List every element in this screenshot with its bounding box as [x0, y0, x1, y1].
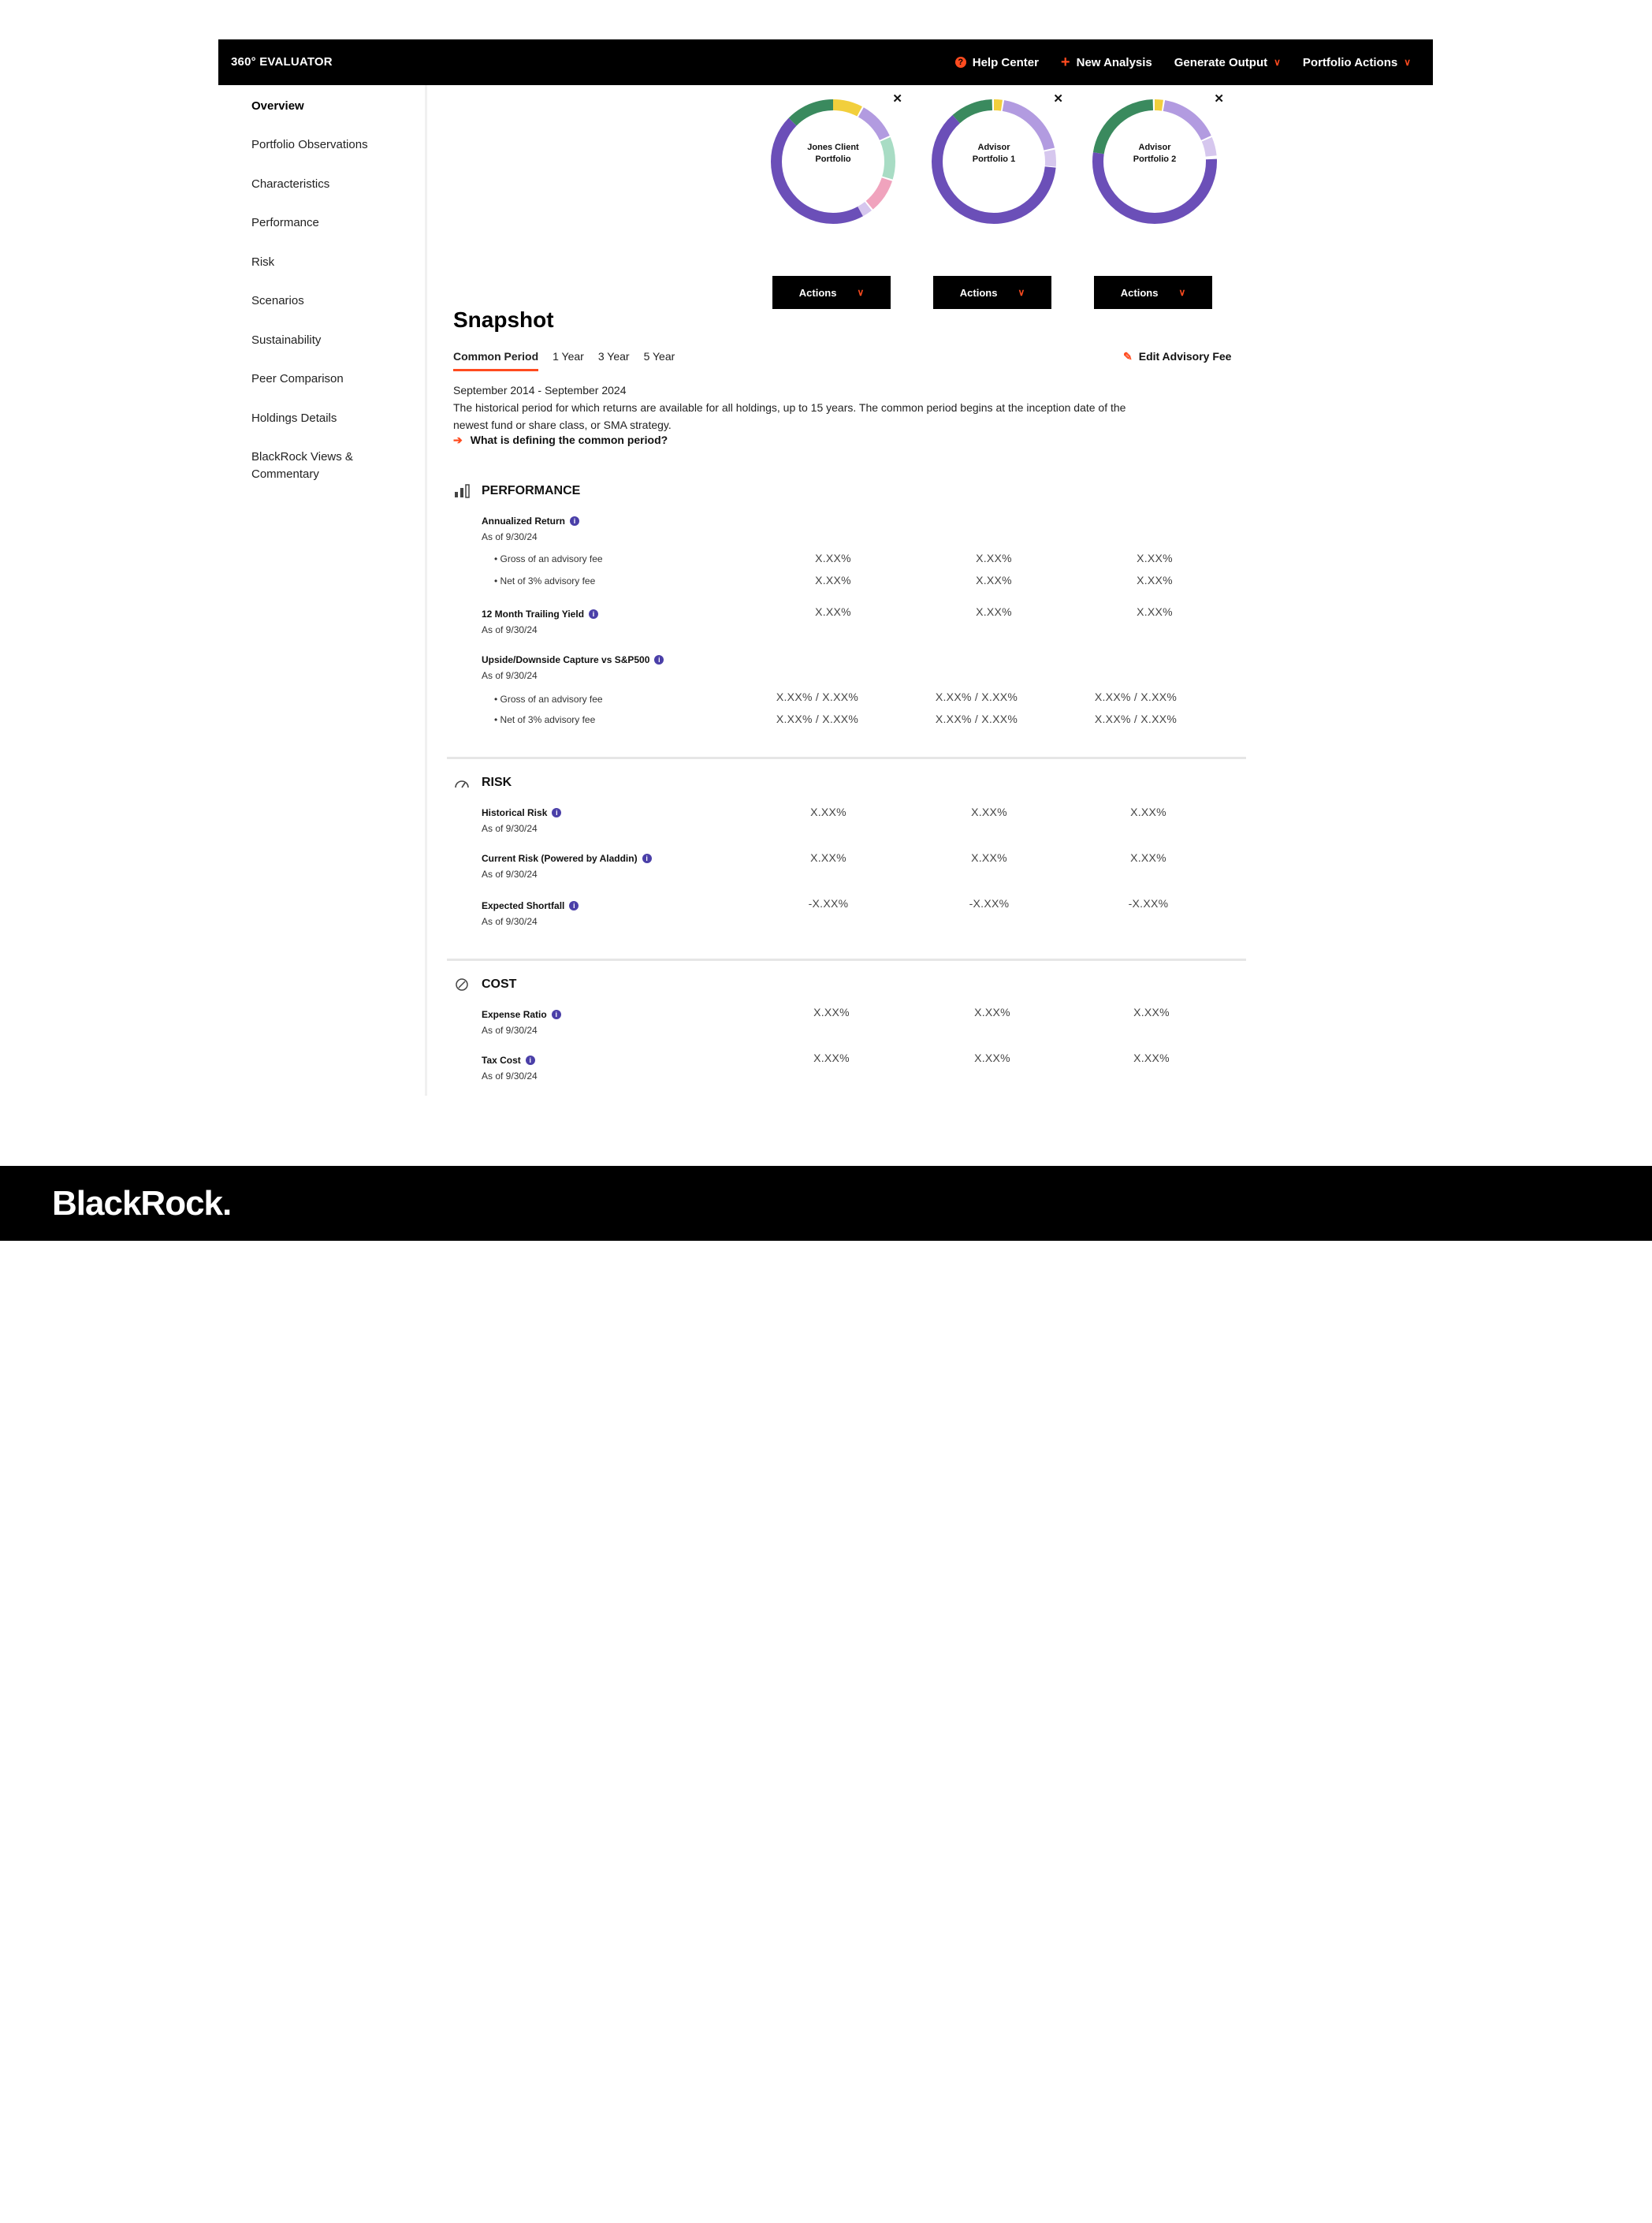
tab-3-year[interactable]: 3 Year	[597, 350, 630, 363]
net-fee-label: • Net of 3% advisory fee	[494, 575, 596, 586]
metric-value: X.XX% / X.XX%	[776, 691, 859, 703]
metric-value: X.XX%	[1130, 806, 1166, 818]
new-analysis-button[interactable]	[1061, 54, 1152, 70]
as-of-date: As of 9/30/24	[482, 823, 538, 834]
period-description-line2: newest fund or share class, or SMA strategy.	[453, 419, 672, 431]
sidebar-item-scenarios[interactable]: Scenarios	[251, 294, 304, 307]
performance-section-header	[453, 484, 580, 498]
sidebar-item-holdings-details[interactable]: Holdings Details	[251, 411, 337, 425]
as-of-date: As of 9/30/24	[482, 670, 538, 681]
as-of-date: As of 9/30/24	[482, 531, 538, 542]
metric-value: X.XX% / X.XX%	[935, 713, 1018, 725]
info-icon[interactable]: i	[589, 609, 598, 619]
info-icon[interactable]: i	[569, 901, 579, 910]
risk-title: RISK	[482, 776, 512, 789]
metric-value: X.XX%	[1133, 1006, 1170, 1018]
sidebar-item-portfolio-observations[interactable]: Portfolio Observations	[251, 138, 368, 151]
metric-value: X.XX%	[1130, 851, 1166, 864]
top-bar	[218, 39, 1433, 85]
current-risk-label	[482, 853, 652, 864]
gross-fee-text: Gross of an advisory fee	[500, 694, 603, 705]
metric-value: X.XX%	[810, 806, 846, 818]
chevron-down-icon: ∨	[1018, 287, 1025, 298]
sidebar-item-commentary[interactable]: Commentary	[251, 467, 319, 481]
arrow-right-icon: ➔	[453, 434, 463, 446]
metric-value: X.XX%	[976, 574, 1012, 586]
as-of-date: As of 9/30/24	[482, 1025, 538, 1036]
page-title: Snapshot	[453, 307, 554, 332]
annualized-return-name: Annualized Return	[482, 516, 566, 527]
metric-value: X.XX%	[815, 605, 851, 618]
capture-ratio-name: Upside/Downside Capture vs S&P500	[482, 654, 650, 665]
metric-value: X.XX%	[1137, 552, 1173, 564]
metric-value: X.XX%	[810, 851, 846, 864]
current-risk-name: Current Risk (Powered by Aladdin)	[482, 853, 638, 864]
app-window	[218, 39, 1433, 1096]
sidebar-item-performance[interactable]: Performance	[251, 216, 319, 229]
metric-value: X.XX% / X.XX%	[1094, 691, 1178, 703]
performance-title: PERFORMANCE	[482, 484, 581, 497]
top-nav	[955, 39, 1411, 85]
chevron-down-icon: ∨	[857, 287, 865, 298]
trailing-yield-name: 12 Month Trailing Yield	[482, 609, 585, 620]
metric-value: X.XX%	[1133, 1052, 1170, 1064]
metric-value: X.XX%	[815, 574, 851, 586]
expense-ratio-name: Expense Ratio	[482, 1009, 547, 1020]
historical-risk-label	[482, 807, 561, 818]
edit-advisory-fee-button[interactable]	[1123, 350, 1231, 363]
footer-bar	[0, 1166, 1652, 1241]
expense-ratio-label	[482, 1009, 561, 1020]
pencil-icon: ✎	[1123, 350, 1133, 363]
portfolio-card	[931, 92, 1065, 331]
as-of-date: As of 9/30/24	[482, 869, 538, 880]
portfolio-actions-button[interactable]	[772, 276, 891, 309]
trailing-yield-label	[482, 609, 598, 620]
actions-label: Actions	[959, 286, 998, 299]
risk-section-header	[453, 776, 512, 790]
gross-fee-text: Gross of an advisory fee	[500, 553, 603, 564]
capture-ratio-label	[482, 654, 664, 665]
gauge-icon	[453, 776, 471, 790]
info-icon[interactable]: i	[642, 854, 652, 863]
metric-value: -X.XX%	[808, 897, 849, 910]
portfolio-card	[770, 92, 904, 331]
tab-5-year[interactable]: 5 Year	[643, 350, 675, 363]
tab-common-period[interactable]: Common Period	[453, 350, 538, 371]
help-center-label: Help Center	[972, 55, 1039, 69]
metric-value: X.XX%	[974, 1052, 1010, 1064]
expected-shortfall-name: Expected Shortfall	[482, 900, 565, 911]
as-of-date: As of 9/30/24	[482, 916, 538, 927]
chevron-down-icon: ∨	[1274, 57, 1281, 68]
portfolio-name-line2: Portfolio 1	[972, 155, 1016, 164]
metric-value: X.XX%	[813, 1052, 850, 1064]
expected-shortfall-label	[482, 900, 579, 911]
app-brand: 360° EVALUATOR	[231, 55, 333, 69]
actions-label: Actions	[1120, 286, 1159, 299]
blackrock-logo: BlackRock.	[52, 1184, 232, 1223]
generate-output-menu[interactable]	[1174, 56, 1281, 69]
info-icon[interactable]: i	[552, 808, 561, 817]
actions-label: Actions	[798, 286, 837, 299]
chevron-down-icon: ∨	[1404, 57, 1411, 68]
tax-cost-name: Tax Cost	[482, 1055, 521, 1066]
sidebar-item-peer-comparison[interactable]: Peer Comparison	[251, 372, 344, 385]
common-period-help-label: What is defining the common period?	[470, 434, 668, 446]
metric-value: X.XX%	[974, 1006, 1010, 1018]
chevron-down-icon: ∨	[1178, 287, 1186, 298]
annualized-return-label	[482, 516, 579, 527]
portfolio-actions-label: Portfolio Actions	[1302, 55, 1398, 69]
portfolio-name-line2: Portfolio 2	[1133, 155, 1177, 164]
portfolio-donuts	[218, 92, 1433, 331]
gross-fee-label: • Gross of an advisory fee	[494, 553, 603, 564]
remove-portfolio-icon[interactable]: ✕	[892, 92, 902, 106]
metric-value: X.XX%	[976, 552, 1012, 564]
as-of-date: As of 9/30/24	[482, 624, 538, 635]
historical-risk-name: Historical Risk	[482, 807, 548, 818]
help-center-link[interactable]	[955, 56, 1039, 69]
portfolio-name	[1111, 142, 1198, 166]
metric-value: X.XX%	[1137, 605, 1173, 618]
as-of-date: As of 9/30/24	[482, 1071, 538, 1082]
sidebar-item-sustainability[interactable]: Sustainability	[251, 333, 322, 347]
sidebar-item-characteristics[interactable]: Characteristics	[251, 177, 330, 191]
metric-value: X.XX%	[976, 605, 1012, 618]
generate-output-label: Generate Output	[1174, 55, 1268, 69]
tab-1-year[interactable]: 1 Year	[553, 350, 584, 363]
info-icon[interactable]: i	[552, 1010, 561, 1019]
sidebar-item-blackrock-views[interactable]: BlackRock Views &	[251, 450, 353, 464]
metric-value: X.XX%	[815, 552, 851, 564]
period-description-line1: The historical period for which returns are available for all holdings, up to 15 years. The common period begins at the inception date of the	[453, 401, 1126, 414]
metric-value: -X.XX%	[969, 897, 1010, 910]
help-icon: ?	[955, 57, 966, 68]
info-icon[interactable]: i	[654, 655, 664, 665]
gross-fee-label: • Gross of an advisory fee	[494, 694, 603, 705]
plus-icon: +	[1060, 54, 1070, 71]
period-range: September 2014 - September 2024	[453, 384, 627, 397]
net-fee-text: Net of 3% advisory fee	[500, 575, 596, 586]
edit-advisory-fee-label: Edit Advisory Fee	[1138, 350, 1232, 363]
metric-value: X.XX%	[971, 851, 1007, 864]
remove-portfolio-icon[interactable]: ✕	[1053, 92, 1063, 106]
period-description	[453, 382, 1241, 434]
net-fee-label: • Net of 3% advisory fee	[494, 714, 596, 725]
section-divider	[447, 757, 1246, 759]
portfolio-actions-button[interactable]	[933, 276, 1051, 309]
metric-value: X.XX% / X.XX%	[1094, 713, 1178, 725]
cost-title: COST	[482, 977, 517, 991]
metric-value: X.XX%	[971, 806, 1007, 818]
metric-value: X.XX%	[1137, 574, 1173, 586]
metric-value: -X.XX%	[1128, 897, 1169, 910]
info-icon[interactable]: i	[526, 1056, 535, 1065]
tax-cost-label	[482, 1055, 535, 1066]
portfolio-card	[1092, 92, 1226, 331]
portfolio-name-line1: Jones Client	[807, 143, 859, 152]
portfolio-actions-menu[interactable]	[1303, 56, 1411, 69]
portfolio-actions-button[interactable]	[1094, 276, 1212, 309]
sidebar-item-overview[interactable]: Overview	[251, 99, 304, 113]
new-analysis-label: New Analysis	[1076, 55, 1152, 69]
net-fee-text: Net of 3% advisory fee	[500, 714, 596, 725]
remove-portfolio-icon[interactable]: ✕	[1214, 92, 1224, 106]
portfolio-name	[951, 142, 1037, 166]
sidebar-item-risk[interactable]: Risk	[251, 255, 275, 269]
portfolio-name-line1: Advisor	[977, 143, 1010, 152]
cost-section-header	[453, 977, 516, 992]
info-icon[interactable]: i	[570, 516, 579, 526]
bar-chart-icon	[453, 484, 471, 498]
common-period-help-link[interactable]	[453, 434, 668, 447]
period-tabs	[453, 350, 675, 371]
cost-icon	[453, 977, 471, 992]
portfolio-name-line1: Advisor	[1138, 143, 1171, 152]
section-divider	[447, 959, 1246, 961]
metric-value: X.XX% / X.XX%	[776, 713, 859, 725]
portfolio-name-line2: Portfolio	[815, 155, 851, 164]
metric-value: X.XX%	[813, 1006, 850, 1018]
portfolio-name	[790, 142, 876, 166]
metric-value: X.XX% / X.XX%	[935, 691, 1018, 703]
